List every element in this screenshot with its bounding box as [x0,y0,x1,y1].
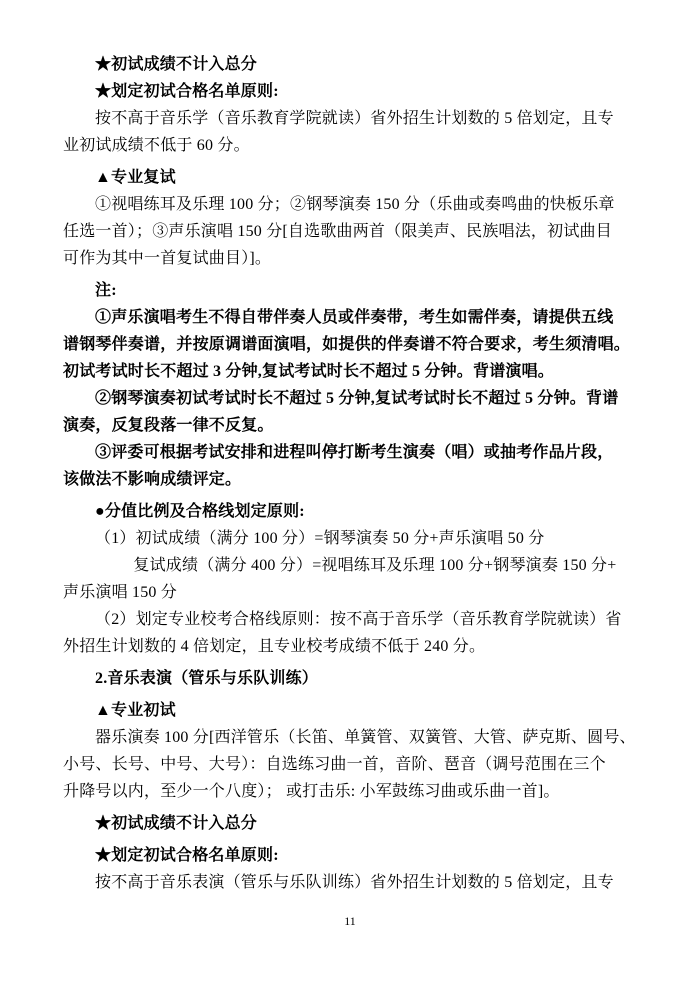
body-text-line: 升降号以内，至少一个八度）； 或打击乐: 小军鼓练习曲或乐曲一首]。 [63,783,560,800]
body-text-line: ①视唱练耳及乐理 100 分；②钢琴演奏 150 分（乐曲或奏鸣曲的快板乐章 [95,196,615,213]
page-number: 11 [344,914,356,928]
body-text-line: （1）初试成绩（满分 100 分）=钢琴演奏 50 分+声乐演唱 50 分 [95,530,545,547]
heading-line: ★初试成绩不计入总分 [95,56,258,73]
body-text-line: 器乐演奏 100 分[西洋管乐（长笛、单簧管、双簧管、大管、萨克斯、圆号、 [95,729,636,746]
body-text-line: 声乐演唱 150 分 [63,584,178,601]
heading-line: 注: [95,282,117,299]
body-text-line: ②钢琴演奏初试考试时长不超过 5 分钟,复试考试时长不超过 5 分钟。背谱 [95,390,619,407]
heading-line: ●分值比例及合格线划定原则: [95,503,305,520]
body-text-line: 外招生计划数的 4 倍划定，且专业校考成绩不低于 240 分。 [63,638,486,655]
heading-line: ★划定初试合格名单原则: [95,847,279,864]
body-text-line: 演奏，反复段落一律不反复。 [63,417,274,434]
body-text-line: 该做法不影响成绩评定。 [63,471,242,488]
body-text-line: （2）划定专业校考合格线原则：按不高于音乐学（音乐教育学院就读）省 [95,611,622,628]
heading-line: ▲专业复试 [95,169,176,186]
heading-line: ▲专业初试 [95,702,176,719]
body-text-line: 初试考试时长不超过 3 分钟,复试考试时长不超过 5 分钟。背谱演唱。 [63,363,555,380]
body-text-line: 业初试成绩不低于 60 分。 [63,137,250,154]
body-text-line: 可作为其中一首复试曲目）]。 [63,250,272,267]
heading-line: ★划定初试合格名单原则: [95,83,279,100]
body-text-line: ③评委可根据考试安排和进程叫停打断考生演奏（唱）或抽考作品片段， [95,444,614,461]
heading-line: ★初试成绩不计入总分 [95,815,258,832]
body-text-line: 任选一首）；③声乐演唱 150 分[自选歌曲两首（限美声、民族唱法，初试曲目 [63,223,612,240]
document-body [63,51,641,896]
body-text-line: 按不高于音乐表演（管乐与乐队训练）省外招生计划数的 5 倍划定，且专 [95,874,614,891]
body-text-line: 复试成绩（满分 400 分）=视唱练耳及乐理 100 分+钢琴演奏 150 分+ [133,557,617,574]
heading-line: 2.音乐表演（管乐与乐队训练） [95,670,319,687]
body-text-line: 按不高于音乐学（音乐教育学院就读）省外招生计划数的 5 倍划定，且专 [95,110,614,127]
body-text-line: ①声乐演唱考生不得自带伴奏人员或伴奏带，考生如需伴奏，请提供五线 [95,309,614,326]
body-text-line: 小号、长号、中号、大号）：自选练习曲一首，音阶、琶音（调号范围在三个 [63,756,606,773]
body-text-line: 谱钢琴伴奏谱，并按原调谱面演唱，如提供的伴奏谱不符合要求，考生须清唱。 [63,336,631,353]
